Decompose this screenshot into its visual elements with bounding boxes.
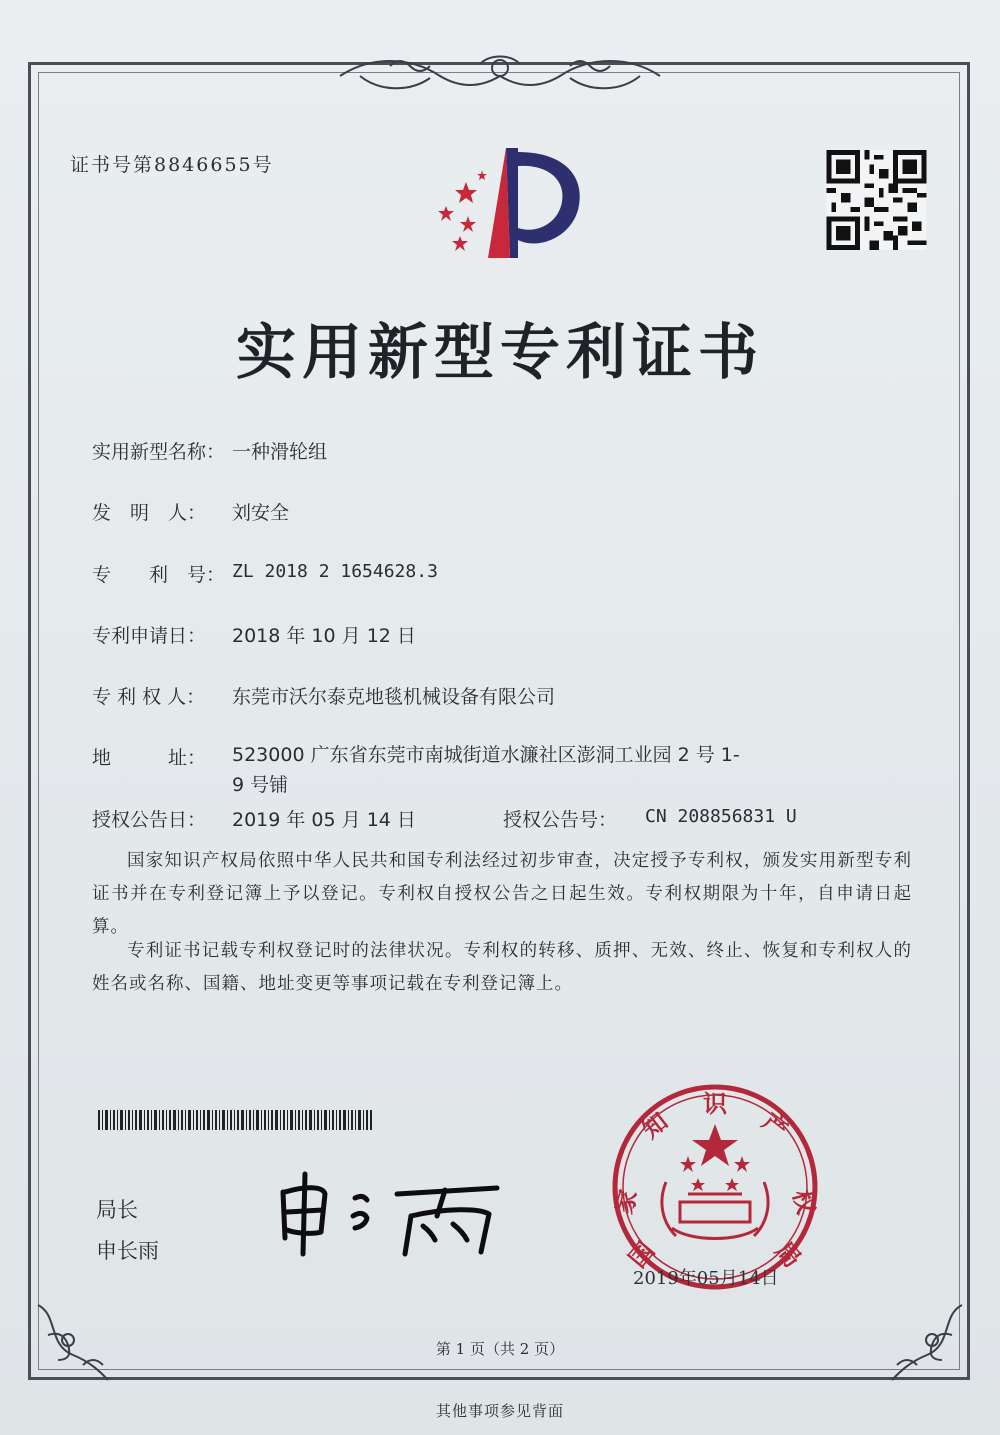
- inventor-label: 发 明 人：: [92, 502, 207, 524]
- patent-number-label: 专 利 号：: [92, 564, 226, 586]
- svg-text:产: 产: [756, 1107, 794, 1145]
- svg-text:局: 局: [769, 1236, 807, 1274]
- inventor-value: 刘安全: [232, 502, 290, 524]
- grant-number-value: CN 208856831 U: [645, 806, 797, 827]
- official-seal-icon: [610, 1082, 820, 1292]
- grant-date-value: 2019 年 05 月 14 日: [232, 809, 416, 831]
- qr-code-icon: [825, 150, 928, 250]
- patent-number-value: ZL 2018 2 1654628.3: [232, 561, 438, 582]
- patentee-value: 东莞市沃尔泰克地毯机械设备有限公司: [232, 686, 556, 708]
- design-name-label: 实用新型名称：: [92, 441, 226, 463]
- footer-note: 其他事项参见背面: [435, 1402, 564, 1420]
- patentee-label: 专 利 权 人：: [92, 686, 206, 708]
- svg-text:知: 知: [636, 1107, 674, 1145]
- seal-date: 2019年05月14日: [633, 1268, 779, 1289]
- signatory-name: 申长雨: [96, 1239, 159, 1263]
- svg-text:识: 识: [703, 1090, 727, 1118]
- signatory-role: 局长: [96, 1198, 138, 1222]
- address-label: 地 址：: [92, 747, 207, 769]
- svg-text:家: 家: [610, 1186, 643, 1218]
- cnipa-logo-icon: [418, 140, 588, 270]
- design-name-value: 一种滑轮组: [232, 441, 328, 463]
- top-ornament-icon: [330, 52, 670, 100]
- address-line-2: 9 号铺: [232, 774, 289, 796]
- svg-text:权: 权: [787, 1186, 820, 1218]
- filing-date-label: 专利申请日：: [92, 625, 207, 647]
- filing-date-value: 2018 年 10 月 12 日: [232, 625, 416, 647]
- certificate-title: 实用新型专利证书: [236, 318, 764, 388]
- svg-text:国: 国: [623, 1236, 661, 1274]
- grant-number-label: 授权公告号：: [503, 809, 618, 831]
- handwritten-signature-icon: [275, 1168, 510, 1258]
- page-indicator: 第 1 页（共 2 页）: [435, 1340, 565, 1358]
- statement-paragraph-1: 国家知识产权局依照中华人民共和国专利法经过初步审查，决定授予专利权，颁发实用新型专利证书并在专利登记簿上予以登记。专利权自授权公告之日起生效。专利权期限为十年，自申请日起算。: [92, 851, 912, 937]
- statement-paragraph-2: 专利证书记载专利权登记时的法律状况。专利权的转移、质押、无效、终止、恢复和专利权人的姓名或名称、国籍、地址变更等事项记载在专利登记簿上。: [92, 941, 912, 994]
- grant-date-label: 授权公告日：: [92, 809, 207, 831]
- certificate-number: 证书号第8846655号: [70, 154, 274, 176]
- address-line-1: 523000 广东省东莞市南城街道水濂社区澎洞工业园 2 号 1-: [232, 744, 740, 766]
- barcode-icon: [98, 1110, 372, 1130]
